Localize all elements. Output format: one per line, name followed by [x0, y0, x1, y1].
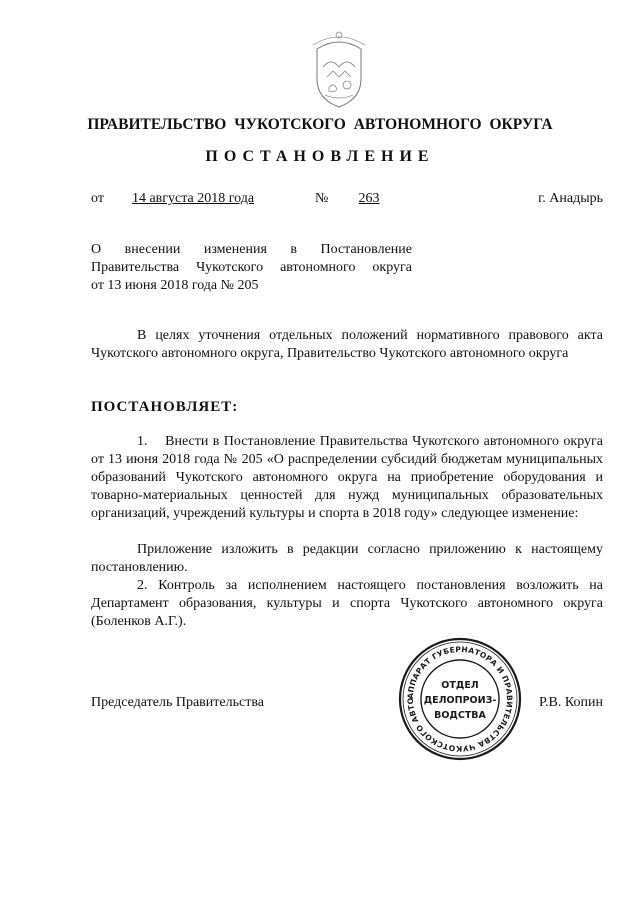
- document-type-title: ПОСТАНОВЛЕНИЕ: [205, 148, 435, 165]
- document-number: 263: [358, 191, 380, 206]
- preamble-paragraph: В целях уточнения отдельных положений нормативного правового акта Чукотского автономного округа, Правительство Чукотского автономного округа: [91, 328, 603, 361]
- subject-line-3: от 13 июня 2018 года № 205: [91, 278, 259, 293]
- document-subject: [91, 241, 412, 295]
- item-2-paragraph: 2. Контроль за исполнением настоящего постановления возложить на Департамент образования, культуры и спорта Чукотского автономного округа (Боленков А.Г.).: [91, 578, 603, 629]
- number-prefix: №: [315, 191, 329, 206]
- stamp-ring-text: АППАРАТ ГУБЕРНАТОРА И ПРАВИТЕЛЬСТВА ЧУКОТСКОГО АВТО: [405, 644, 515, 754]
- stamp-line-2: ДЕЛОПРОИЗ-: [423, 695, 497, 706]
- item-1-sub-paragraph: Приложение изложить в редакции согласно приложению к настоящему постановлению.: [91, 542, 603, 575]
- official-stamp: [398, 637, 522, 761]
- government-title: ПРАВИТЕЛЬСТВО ЧУКОТСКОГО АВТОНОМНОГО ОКРУГА: [87, 116, 553, 133]
- document-city: г. Анадырь: [538, 191, 603, 206]
- resolves-heading: ПОСТАНОВЛЯЕТ:: [91, 399, 239, 415]
- signatory-name: Р.В. Копин: [539, 695, 603, 710]
- date-prefix: от: [91, 191, 104, 206]
- stamp-line-3: ВОДСТВА: [434, 710, 486, 721]
- subject-line-2: Правительства Чукотского автономного округа: [91, 260, 412, 275]
- coat-of-arms-icon: [299, 27, 379, 113]
- document-date: 14 августа 2018 года: [131, 191, 255, 206]
- signatory-position: Председатель Правительства: [91, 695, 264, 710]
- item-1-paragraph: 1. Внести в Постановление Правительства Чукотского автономного округа от 13 июня 2018 года № 205 «О распределении субсидий бюджетам муниципальных образований Чукотского автономного округа на приобретение оборудования и товарно-материальных ценностей для нужд муниципальных образовательных организаций, учреждений культуры и спорта в 2018 году» следующее изменение:: [91, 434, 607, 521]
- stamp-line-1: ОТДЕЛ: [441, 680, 479, 691]
- subject-line-1: О внесении изменения в Постановление: [91, 242, 412, 257]
